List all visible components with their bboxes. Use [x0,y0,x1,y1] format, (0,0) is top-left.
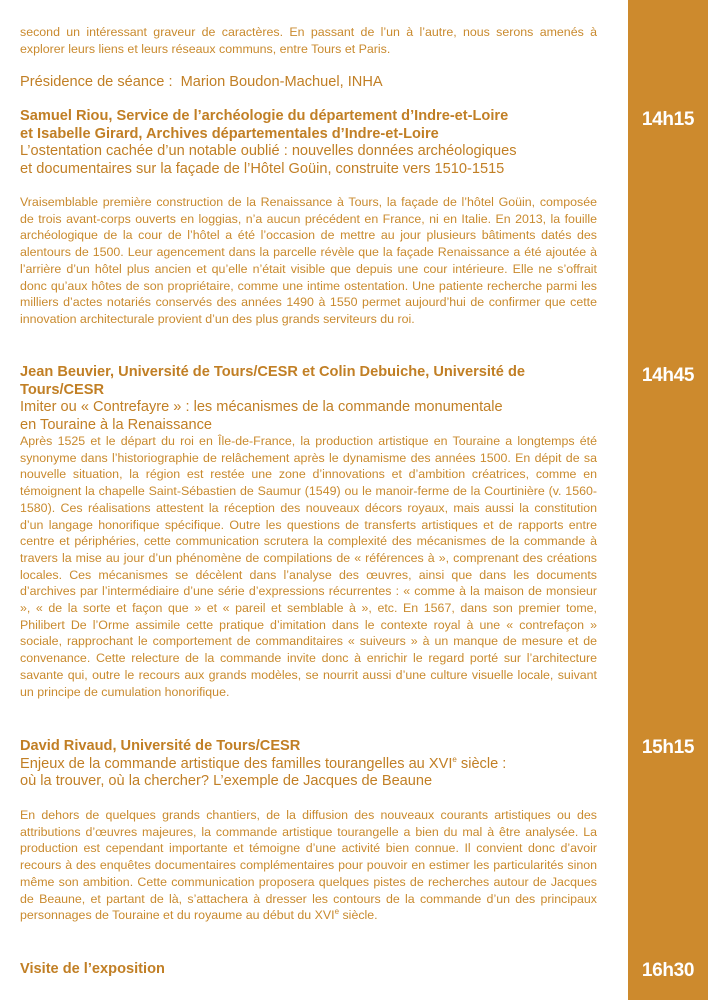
talk-title-line [20,756,597,774]
talk-abstract-3 [20,807,597,924]
time-label-1630: 16h30 [641,960,695,981]
talk-abstract-1: Vraisemblable première construction de la Renaissance à Tours, la façade de l’hôtel Goüin, composée de trois avant-corps ouverts en loggias, n’a aucun précédent en France, ni en Italie. En 2013, la fouille archéologique de la cour de l’hôtel a été l’occasion de mettre au jour plusieurs bâtiments datés des alentours de 1500. Leur agencement dans la parcelle révèle que la façade Renaissance a été ajoutée à l’arrière d’un hôtel plus ancien et qu’elle n’était visible que depuis une cour intérieure. Elle ne s’offrait donc qu’aux hôtes de son propriétaire, comme une intime ostentation. Une patiente recherche parmi les milliers d’actes notariés conservés des années 1490 à 1550 permet aujourd’hui de confirmer que cette innovation architecturale provient d’un des plus grands serviteurs du roi. [20,195,597,326]
talk-title-line: en Touraine à la Renaissance [20,416,213,433]
abstract-superscript: e [334,907,340,917]
speaker-line: Jean Beuvier, Université de Tours/CESR et Colin Debuiche, Université de Tours/CESR [20,364,525,398]
talk-heading-2 [20,364,597,434]
exhibition-visit: Visite de l’exposition [20,961,165,977]
talk-title-line: L’ostentation cachée d’un notable oublié : nouvelles données archéologiques [20,143,517,159]
intro-paragraph: second un intéressant graveur de caractères. En passant de l’un à l’autre, nous serons amenés à explorer leurs liens et leurs réseaux communs, entre Tours et Paris. [20,25,597,56]
speaker-line: Samuel Riou, Service de l’archéologie du département d’Indre-et-Loire [20,108,509,124]
talk-title-line: et documentaires sur la façade de l’Hôtel Goüin, construite vers 1510-1515 [20,160,505,177]
title-text: Enjeux de la commande artistique des familles tourangelles au XVI [20,755,453,772]
abstract-text: siècle. [339,908,378,923]
session-chair [20,73,383,91]
time-sidebar [628,0,708,1000]
time-label-1515: 15h15 [641,737,695,758]
session-chair-label: Présidence de séance : [20,74,173,90]
session-chair-name: Marion Boudon-Machuel, INHA [180,74,383,90]
title-text: siècle : [456,755,507,772]
talk-heading-1 [20,108,597,178]
speaker-line: et Isabelle Girard, Archives départementales d’Indre-et-Loire [20,125,439,142]
talk-heading-3 [20,738,597,791]
speaker-line: David Rivaud, Université de Tours/CESR [20,738,301,754]
talk-title-line: Imiter ou « Contrefayre » : les mécanismes de la commande monumentale [20,399,503,415]
talk-abstract-2: Après 1525 et le départ du roi en Île-de-France, la production artistique en Touraine a longtemps été synonyme dans l’historiographie de relâchement après le dynamisme des années 1500. En dépit de sa nouvelle situation, la région est restée une zone d’innovations et d’ambition créatrices, comme en témoignent la chapelle Saint-Sébastien de Saumur (1549) ou le manoir-ferme de la Courtinière (v. 1560-1580). Ces réalisations attestent la réception des nouveaux décors royaux, mais aussi la constitution d’un langage honorifique spécifique. Outre les questions de transferts artistiques et de rapports entre centre et périphéries, cette communication scrutera la complexité des mécanismes de la commande à travers la mise au jour d’un phénomène de compilations de « références à », comprenant des créations locales. Ces mécanismes se décèlent dans l’analyse des œuvres, ainsi que dans les documents d’archives par l’intermédiaire d’une série d’expressions récurrentes : « comme à la maison de monsieur », « de la sorte et façon que » et « pareil et semblable à », etc. En 1567, dans son premier tome, Philibert De l’Orme assimile cette pratique d’imitation dans le contexte royal à une « contrefaçon » sociale, rapprochant le comportement de commanditaires « suiveurs » à un manque de mesure et de convenance. Cette relecture de la commande invite donc à enrichir le regard porté sur l’architecture savante qui, outre le recours aux grands modèles, se nourrit aussi d’une culture visuelle locale, suivant un principe de cumulation honorifique. [20,434,597,699]
abstract-text: En dehors de quelques grands chantiers, de la diffusion des nouveaux courants artistiques ou des attributions d’œuvres majeures, la commande artistique tourangelle a bien du mal à être analysée. La production est cependant importante et témoigne d’une activité bien connue. Il convient donc d’avoir recours à des enquêtes documentaires complémentaires pour pouvoir en estimer les particularités sinon même son ambition. Cette communication proposera quelques pistes de recherches autour de Jacques de Beaune, et partant de là, s’attachera à dresser les contours de la commande d’un des principaux personnages de Touraine et du royaume au début du XVI [20,808,597,923]
time-label-1445: 14h45 [641,365,695,386]
title-superscript: e [452,754,457,764]
time-label-1415: 14h15 [641,109,695,130]
talk-title-line: où la trouver, où la chercher? L’exemple de Jacques de Beaune [20,773,433,789]
